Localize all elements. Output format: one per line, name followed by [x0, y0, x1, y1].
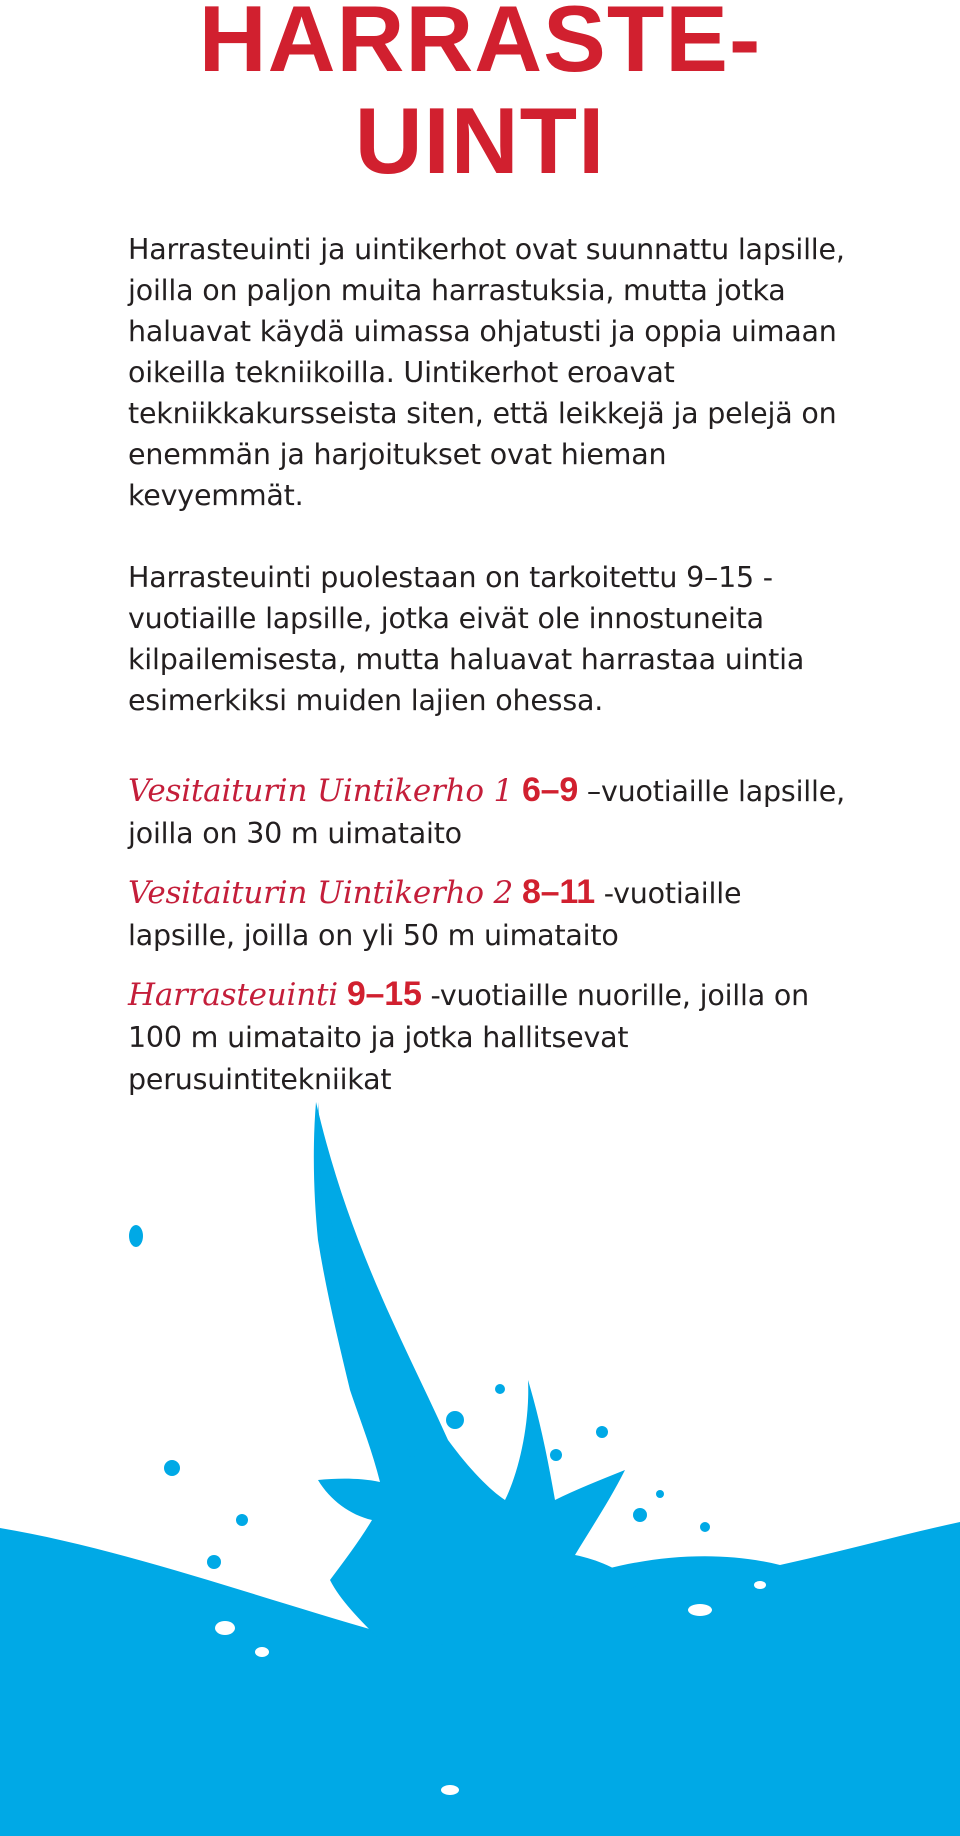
program-name: Vesitaiturin Uintikerho 1 — [128, 773, 514, 809]
intro-paragraph: Harrasteuinti ja uintikerhot ovat suunnattu lapsille, joilla on paljon muita harrastuksia, mutta jotka haluavat käydä uimassa ohjatusti ja oppia uimaan oikeilla tekniikoilla. Uintikerhot eroavat tekniikkakursseista siten, että leikkejä ja pelejä on enemmän ja harjoitukset ovat hieman kevyemmät. — [128, 233, 845, 512]
program-age-range: 9–15 — [346, 975, 422, 1013]
program-age-range: 8–11 — [521, 873, 595, 911]
program-description: –vuotiaille lapsille, joilla on 30 m uimataito — [128, 775, 845, 850]
program-name: Harrasteuinti — [128, 977, 338, 1013]
harrasteuinti-paragraph: Harrasteuinti puolestaan on tarkoitettu 9–15 -vuotiaille lapsille, jotka eivät ole innostuneita kilpailemisesta, mutta haluavat harrastaa uintia esimerkiksi muiden lajien ohessa. — [128, 561, 805, 717]
title-line-1: HARRASTE- — [198, 0, 762, 91]
program-name: Vesitaiturin Uintikerho 2 — [128, 875, 514, 911]
program-age-range: 6–9 — [521, 771, 579, 809]
program-description: -vuotiaille nuorille, joilla on 100 m uimataito ja jotka hallitsevat perusuintitekniikat — [128, 979, 809, 1096]
program-description: -vuotiaille lapsille, joilla on yli 50 m uimataito — [128, 877, 742, 952]
title-line-2: UINTI — [354, 88, 606, 193]
